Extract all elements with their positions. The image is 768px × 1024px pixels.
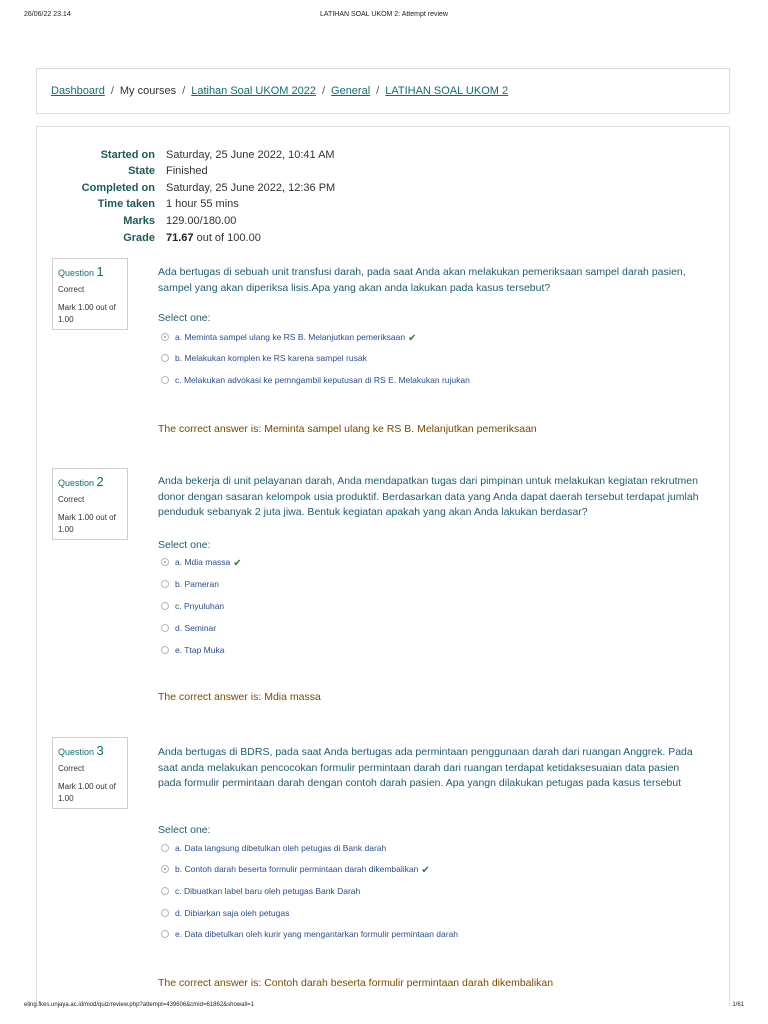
radio-selected-icon[interactable] (161, 333, 169, 341)
correct-answer-feedback: The correct answer is: Contoh darah beserta formulir permintaan darah dikembalikan (158, 977, 554, 989)
summary-label: Time taken (97, 198, 155, 210)
question-number (58, 264, 122, 279)
option-label: d. Dibiarkan saja oleh petugas (175, 908, 290, 918)
summary-state (0, 165, 768, 181)
option-label: e. Data dibetulkan oleh kurir yang mengantarkan formulir permintaan darah (175, 929, 459, 939)
answer-option[interactable] (161, 645, 224, 659)
correct-answer-feedback: The correct answer is: Mdia massa (158, 691, 321, 703)
option-label: b. Melakukan komplen ke RS karena sampel rusak (175, 353, 367, 363)
question-info-2 (52, 468, 128, 540)
option-label: a. Meminta sampel ulang ke RS B. Melanjutkan pemeriksaan (175, 332, 406, 342)
question-state: Correct (58, 285, 85, 294)
summary-time-taken (0, 198, 768, 214)
question-label: Question (58, 478, 95, 488)
print-page-number: 1/61 (732, 1002, 744, 1008)
radio-icon[interactable] (161, 930, 169, 938)
breadcrumb-separator: / (110, 85, 114, 97)
question-mark: Mark 1.00 out of 1.00 (58, 303, 116, 324)
print-header (0, 11, 768, 23)
answer-option[interactable] (161, 864, 430, 878)
grade-score: 71.67 (166, 232, 194, 244)
radio-selected-icon[interactable] (161, 865, 169, 873)
summary-value: Saturday, 25 June 2022, 10:41 AM (166, 149, 335, 161)
radio-icon[interactable] (161, 376, 169, 384)
select-one-label: Select one: (158, 539, 211, 551)
summary-label: Grade (123, 232, 155, 244)
option-label: a. Data langsung dibetulkan oleh petugas di Bank darah (175, 843, 387, 853)
print-url: eling.fkes.unjaya.ac.id/mod/quiz/review.php?attempt=439606&cmid=61862&showall=1 (24, 1002, 254, 1008)
answer-option[interactable] (161, 557, 242, 571)
answer-option[interactable] (161, 843, 386, 857)
select-one-label: Select one: (158, 824, 211, 836)
question-state: Correct (58, 495, 85, 504)
summary-label: State (128, 165, 155, 177)
radio-icon[interactable] (161, 602, 169, 610)
question-number-value: 1 (96, 264, 104, 279)
option-label: d. Seminar (175, 623, 217, 633)
answer-option[interactable] (161, 886, 360, 900)
summary-value: 129.00/180.00 (166, 215, 237, 227)
question-text-1: Ada bertugas di sebuah unit transfusi darah, pada saat Anda akan melakukan pemeriksaan sampel darah pasien, sampel yang akan diperiksa lisis.Apa yang akan anda lakukan pada kasus tersebut? (158, 266, 686, 294)
summary-started-on (0, 149, 768, 165)
radio-icon[interactable] (161, 844, 169, 852)
radio-icon[interactable] (161, 887, 169, 895)
breadcrumb-separator: / (182, 85, 186, 97)
radio-icon[interactable] (161, 909, 169, 917)
option-label: c. Melakukan advokasi ke pemngambil keputusan di RS E. Melakukan rujukan (175, 375, 470, 385)
select-one-label: Select one: (158, 312, 211, 324)
summary-grade (0, 232, 768, 248)
breadcrumb (51, 85, 508, 97)
check-icon: ✔ (408, 333, 417, 344)
print-title: LATIHAN SOAL UKOM 2: Attempt review (320, 11, 448, 18)
question-info-1 (52, 258, 128, 330)
check-icon: ✔ (233, 558, 242, 569)
breadcrumb-my-courses: My courses (119, 85, 177, 97)
breadcrumb-quiz-link[interactable]: LATIHAN SOAL UKOM 2 (385, 85, 509, 97)
option-label: a. Mdia massa (175, 557, 231, 567)
question-info-3 (52, 737, 128, 809)
radio-icon[interactable] (161, 646, 169, 654)
radio-icon[interactable] (161, 580, 169, 588)
option-label: c. Dibuatkan label baru oleh petugas Bank Darah (175, 886, 361, 896)
breadcrumb-separator: / (321, 85, 326, 97)
breadcrumb-separator: / (376, 85, 380, 97)
question-label: Question (58, 268, 95, 278)
answer-option[interactable] (161, 601, 224, 615)
check-icon: ✔ (421, 865, 430, 876)
breadcrumb-container (36, 68, 730, 114)
question-number (58, 474, 122, 489)
answer-option[interactable] (161, 579, 219, 593)
summary-completed-on (0, 182, 768, 198)
breadcrumb-dashboard-link[interactable]: Dashboard (51, 85, 105, 97)
summary-value: Finished (166, 165, 208, 177)
answer-option[interactable] (161, 353, 367, 367)
grade-out-of: out of 100.00 (193, 232, 261, 244)
answer-option[interactable] (161, 332, 416, 346)
question-label: Question (58, 747, 95, 757)
summary-label: Marks (123, 215, 155, 227)
question-number (58, 743, 122, 758)
summary-value: Saturday, 25 June 2022, 12:36 PM (166, 182, 336, 194)
question-mark: Mark 1.00 out of 1.00 (58, 782, 116, 803)
question-number-value: 2 (96, 474, 104, 489)
breadcrumb-course-link[interactable]: Latihan Soal UKOM 2022 (191, 85, 316, 97)
answer-option[interactable] (161, 375, 470, 389)
correct-answer-feedback: The correct answer is: Meminta sampel ulang ke RS B. Melanjutkan pemeriksaan (158, 423, 537, 435)
question-mark: Mark 1.00 out of 1.00 (58, 513, 116, 534)
radio-selected-icon[interactable] (161, 558, 169, 566)
question-state: Correct (58, 764, 85, 773)
summary-value (166, 232, 261, 244)
option-label: c. Pnyuluhan (175, 601, 225, 611)
option-label: b. Pameran (175, 579, 219, 589)
summary-label: Started on (100, 149, 155, 161)
answer-option[interactable] (161, 929, 458, 943)
option-label: e. Ttap Muka (175, 645, 225, 655)
print-date: 26/06/22 23.14 (24, 11, 71, 18)
radio-icon[interactable] (161, 624, 169, 632)
print-footer (0, 1002, 768, 1014)
answer-option[interactable] (161, 623, 216, 637)
summary-marks (0, 215, 768, 231)
question-number-value: 3 (96, 743, 104, 758)
question-text-3: Anda bertugas di BDRS, pada saat Anda bertugas ada permintaan penggunaan darah dari ruangan Anggrek. Pada saat anda melakukan pencocokan formulir permintaan darah dari ruangan terdapat ketidaksesuaian data pasien pada formulir permintaan darah dengan contoh darah pasien. Apa yangn dilakukan petugas pada kasus tersebut (158, 746, 693, 789)
option-label: b. Contoh darah beserta formulir permintaan darah dikembalikan (175, 864, 419, 874)
answer-option[interactable] (161, 908, 289, 922)
summary-value: 1 hour 55 mins (166, 198, 239, 210)
summary-label: Completed on (81, 182, 155, 194)
breadcrumb-section-link[interactable]: General (331, 85, 371, 97)
question-text-2: Anda bekerja di unit pelayanan darah, Anda mendapatkan tugas dari pimpinan untuk melakukan kegiatan rekrutmen donor dengan sasaran kelompok usia produktif. Berdasarkan data yang Anda dapat daerah tersebut terdapat jumlah penduduk sebanyak 2 juta jiwa. Bentuk kegiatan apakah yang akan Anda lakukan berdasar? (158, 475, 699, 518)
radio-icon[interactable] (161, 354, 169, 362)
